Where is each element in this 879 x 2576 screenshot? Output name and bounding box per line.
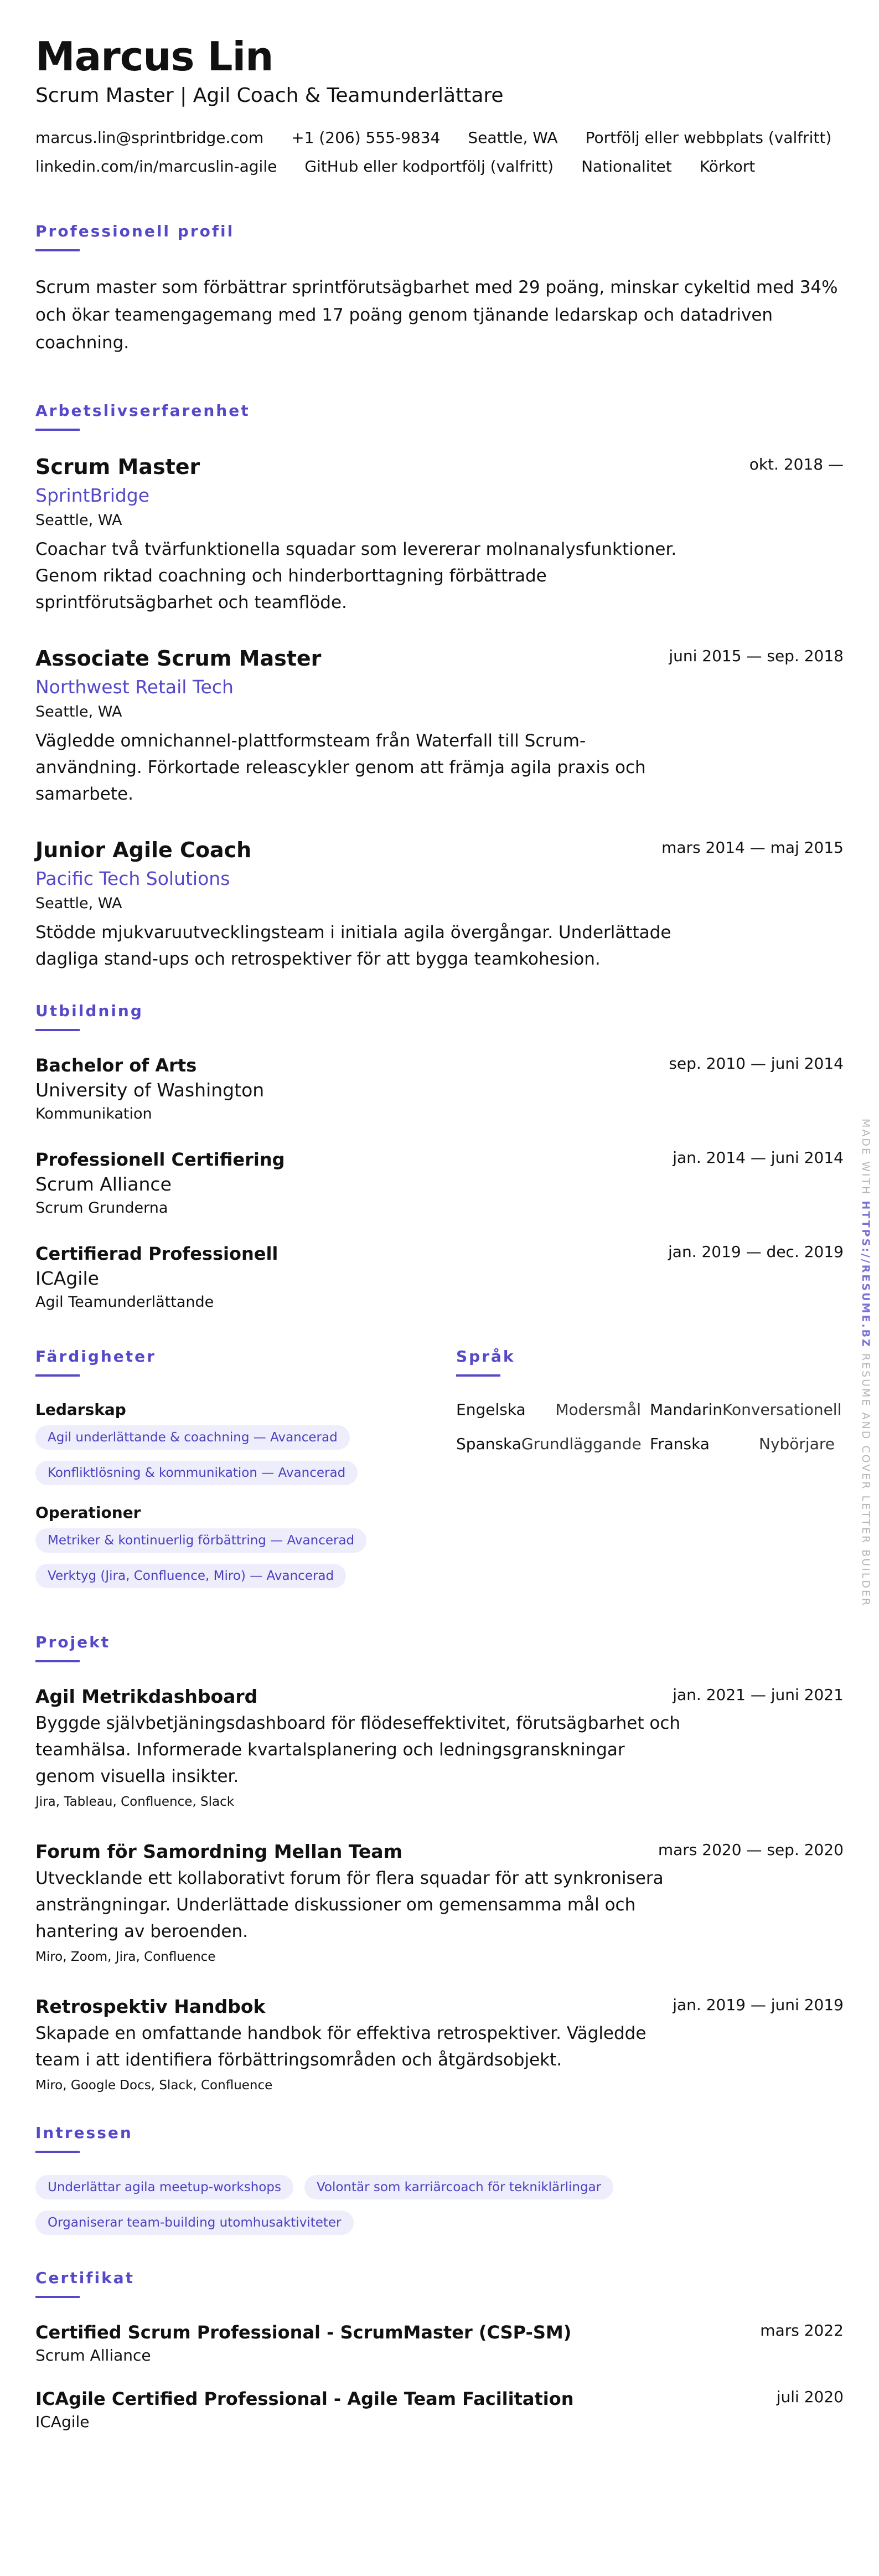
section-underline	[35, 1374, 80, 1377]
interest-chip: Volontär som karriärcoach för tekniklärlingar	[304, 2175, 613, 2199]
education-entry	[35, 1053, 844, 1125]
experience-company: Northwest Retail Tech	[35, 676, 234, 698]
language-item	[456, 1399, 650, 1421]
skills-section	[35, 1347, 456, 1605]
experience-description: Vägledde omnichannel-plattformsteam från Waterfall till Scrum-användning. Förkortade releascykler genom att främja agila praxis och samarbete.	[35, 731, 646, 804]
certificates-section	[35, 2268, 844, 2433]
language-level: Konversationell	[722, 1400, 842, 1419]
section-title: Projekt	[35, 1633, 111, 1651]
experience-company: SprintBridge	[35, 485, 150, 506]
project-description: Byggde självbetjäningsdashboard för flödeseffektivitet, förutsägbarhet och teamhälsa. Informerade kvartalsplanering och ledningsgranskningar genom visuella insikter.	[35, 1713, 681, 1786]
education-degree: Certifierad Professionell	[35, 1243, 278, 1264]
education-field: Scrum Grunderna	[35, 1199, 168, 1217]
certificate-date: juli 2020	[776, 2388, 844, 2406]
skill-chip: Metriker & kontinuerlig förbättring — Avancerad	[35, 1528, 366, 1553]
education-entry	[35, 1147, 844, 1219]
education-date: jan. 2019 — dec. 2019	[668, 1243, 844, 1261]
experience-date: okt. 2018 —	[749, 455, 844, 473]
skill-chip: Konfliktlösning & kommunikation — Avancerad	[35, 1461, 358, 1485]
contact-drivers-license: Körkort	[699, 157, 756, 176]
certificate-issuer: Scrum Alliance	[35, 2346, 151, 2364]
languages-section	[456, 1347, 844, 1605]
skill-chip: Agil underlättande & coachning — Avancerad	[35, 1425, 350, 1450]
interests-section	[35, 2123, 844, 2235]
education-section	[35, 1001, 844, 1313]
project-name: Retrospektiv Handbok	[35, 1996, 266, 2017]
experience-location: Seattle, WA	[35, 895, 122, 912]
experience-location: Seattle, WA	[35, 512, 122, 529]
section-underline	[35, 249, 80, 251]
skill-group-title: Ledarskap	[35, 1400, 126, 1419]
education-degree: Professionell Certifiering	[35, 1149, 285, 1170]
interest-chip-list	[35, 2175, 644, 2235]
certificate-name: ICAgile Certified Professional - Agile Team Facilitation	[35, 2388, 574, 2409]
skill-chip: Verktyg (Jira, Confluence, Miro) — Avancerad	[35, 1564, 346, 1588]
language-name: Engelska	[456, 1400, 526, 1419]
language-level: Grundläggande	[521, 1435, 642, 1453]
language-level: Modersmål	[555, 1400, 641, 1419]
project-tools: Miro, Zoom, Jira, Confluence	[35, 1950, 216, 1964]
contact-location: Seattle, WA	[468, 128, 558, 147]
language-list	[456, 1399, 844, 1455]
language-name: Mandarin	[650, 1400, 723, 1419]
experience-description: Stödde mjukvaruutvecklingsteam i initiala agila övergångar. Underlättade dagliga stand-ups och retrospektiver för att bygga teamkohesion.	[35, 923, 671, 969]
experience-role: Scrum Master	[35, 455, 200, 479]
language-level: Nybörjare	[759, 1435, 835, 1453]
certificate-name: Certified Scrum Professional - ScrumMaster (CSP-SM)	[35, 2322, 572, 2343]
experience-role: Associate Scrum Master	[35, 646, 322, 671]
section-underline	[35, 1660, 80, 1662]
section-title: Certifikat	[35, 2269, 135, 2287]
experience-date: mars 2014 — maj 2015	[661, 838, 844, 857]
project-date: jan. 2019 — juni 2019	[673, 1996, 844, 2014]
project-description: Utvecklande ett kollaborativt forum för flera squadar för att synkronisera ansträngningar. Underlättade diskussioner om gemensamma mål och hantering av beroenden.	[35, 1868, 664, 1941]
education-field: Kommunikation	[35, 1105, 152, 1122]
project-name: Forum för Samordning Mellan Team	[35, 1841, 402, 1862]
project-name: Agil Metrikdashboard	[35, 1686, 258, 1707]
section-title: Färdigheter	[35, 1347, 156, 1366]
language-item	[650, 1399, 844, 1421]
education-degree: Bachelor of Arts	[35, 1055, 197, 1076]
certificate-entry	[35, 2320, 844, 2367]
project-entry	[35, 1840, 844, 1967]
contact-list	[35, 127, 844, 177]
candidate-name: Marcus Lin	[35, 33, 273, 80]
skills-languages-row	[35, 1347, 844, 1605]
builder-watermark[interactable]	[860, 1119, 872, 1607]
certificate-date: mars 2022	[760, 2321, 844, 2340]
section-title: Arbetslivserfarenhet	[35, 401, 250, 420]
experience-description: Coachar två tvärfunktionella squadar som levererar molnanalysfunktioner. Genom riktad coachning och hinderborttagning förbättrade sprintförutsägbarhet och teamflöde.	[35, 539, 677, 612]
section-title: Intressen	[35, 2124, 133, 2142]
experience-entry	[35, 453, 844, 616]
watermark-prefix: MADE WITH	[860, 1119, 872, 1196]
project-tools: Miro, Google Docs, Slack, Confluence	[35, 2078, 273, 2093]
skill-group-title: Operationer	[35, 1503, 141, 1522]
skill-chip-list	[35, 1425, 456, 1485]
experience-role: Junior Agile Coach	[35, 838, 252, 862]
experience-entry	[35, 836, 844, 972]
skill-chip-list	[35, 1528, 456, 1588]
section-underline	[35, 2296, 80, 2298]
contact-nationality: Nationalitet	[581, 157, 672, 176]
language-item	[650, 1433, 844, 1455]
education-school: University of Washington	[35, 1079, 265, 1101]
projects-section	[35, 1632, 844, 2095]
experience-date: juni 2015 — sep. 2018	[669, 647, 844, 665]
section-title: Utbildning	[35, 1002, 143, 1020]
education-school: ICAgile	[35, 1268, 99, 1289]
experience-company: Pacific Tech Solutions	[35, 868, 230, 889]
candidate-headline: Scrum Master | Agil Coach & Teamunderlättare	[35, 84, 504, 107]
language-item	[456, 1433, 650, 1455]
project-entry	[35, 1684, 844, 1812]
contact-email[interactable]: marcus.lin@sprintbridge.com	[35, 128, 264, 147]
section-underline	[35, 429, 80, 431]
education-date: sep. 2010 — juni 2014	[669, 1054, 844, 1073]
section-title: Språk	[456, 1347, 515, 1366]
contact-github[interactable]: GitHub eller kodportfölj (valfritt)	[304, 157, 554, 176]
watermark-url[interactable]: HTTPS://RESUME.BZ	[860, 1201, 872, 1348]
project-description: Skapade en omfattande handbok för effektiva retrospektiver. Vägledde team i att identifiera förbättringsområden och åtgärdsobjekt.	[35, 2023, 647, 2070]
contact-portfolio[interactable]: Portfölj eller webbplats (valfritt)	[585, 128, 832, 147]
resume-header	[35, 32, 844, 177]
education-school: Scrum Alliance	[35, 1173, 172, 1195]
certificate-entry	[35, 2387, 844, 2433]
section-underline	[35, 1029, 80, 1031]
watermark-suffix: RESUME AND COVER LETTER BUILDER	[860, 1353, 872, 1608]
education-date: jan. 2014 — juni 2014	[673, 1148, 844, 1167]
resume-page	[35, 32, 844, 2453]
contact-phone[interactable]: +1 (206) 555-9834	[291, 128, 441, 147]
experience-location: Seattle, WA	[35, 703, 122, 720]
section-title: Professionell profil	[35, 222, 235, 240]
profile-summary: Scrum master som förbättrar sprintförutsägbarhet med 29 poäng, minskar cykeltid med 34% och ökar teamengagemang med 17 poäng genom tjänande ledarskap och datadriven coachning.	[35, 277, 838, 353]
contact-linkedin[interactable]: linkedin.com/in/marcuslin-agile	[35, 157, 277, 176]
project-date: jan. 2021 — juni 2021	[673, 1686, 844, 1704]
education-entry	[35, 1241, 844, 1313]
experience-entry	[35, 645, 844, 807]
section-underline	[456, 1374, 500, 1377]
project-date: mars 2020 — sep. 2020	[658, 1841, 844, 1859]
experience-section	[35, 401, 844, 972]
education-field: Agil Teamunderlättande	[35, 1294, 214, 1311]
language-name: Franska	[650, 1435, 710, 1453]
interest-chip: Underlättar agila meetup-workshops	[35, 2175, 293, 2199]
profile-section	[35, 221, 844, 357]
interest-chip: Organiserar team-building utomhusaktiviteter	[35, 2211, 354, 2235]
certificate-issuer: ICAgile	[35, 2413, 90, 2431]
project-entry	[35, 1995, 844, 2095]
language-name: Spanska	[456, 1435, 521, 1453]
section-underline	[35, 2151, 80, 2153]
project-tools: Jira, Tableau, Confluence, Slack	[35, 1795, 235, 1809]
